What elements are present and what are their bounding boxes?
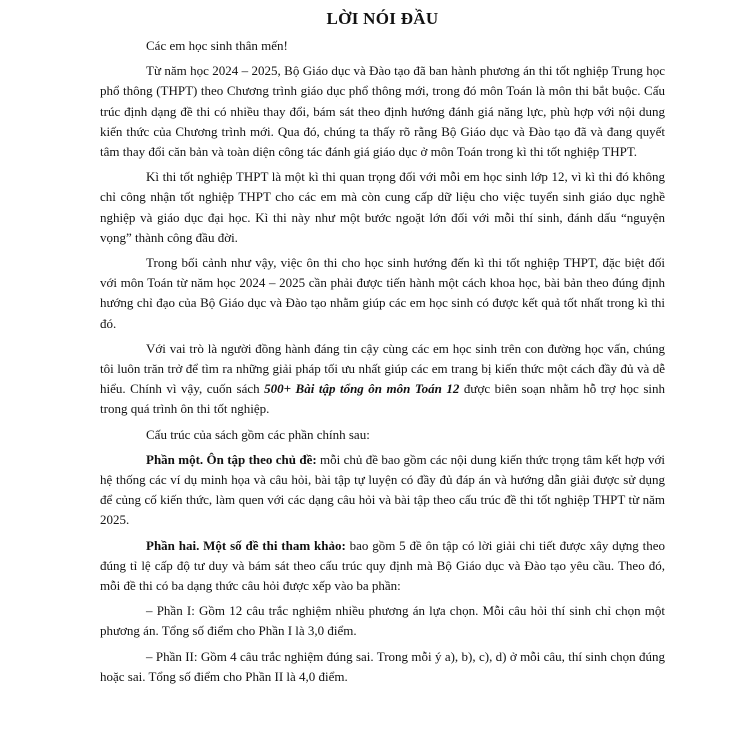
page-title: LỜI NÓI ĐẦU	[326, 9, 439, 28]
paragraph-4	[100, 339, 665, 420]
part-one-heading: Phần một. Ôn tập theo chủ đề:	[146, 451, 317, 467]
book-title: 500+ Bài tập tổng ôn môn Toán 12	[264, 381, 460, 397]
greeting: Các em học sinh thân mến!	[146, 38, 288, 53]
paragraph-5: Cấu trúc của sách gồm các phần chính sau:	[146, 426, 370, 442]
paragraph-3: Trong bối cảnh như vậy, việc ôn thi cho học sinh hướng đến kì thi tốt nghiệp THPT, đặc biệt đối với môn Toán từ năm học 2024 – 2025 cần phải được tiến hành một cách khoa học, bài bản theo đúng định hướng chỉ đạo của Bộ Giáo dục và Đào tạo nhằm giúp các em học sinh có được kết quả tốt nhất trong kì thi đó.	[100, 255, 665, 331]
paragraph-2: Kì thi tốt nghiệp THPT là một kì thi quan trọng đối với mỗi em học sinh lớp 12, vì kì thi đó không chỉ công nhận tốt nghiệp THPT cho các em mà còn cung cấp dữ liệu cho việc tuyển sinh giáo dục nghề nghiệp và giáo dục đại học. Kì thi này như một bước ngoặt lớn đối với mỗi thí sinh, đánh dấu “nguyện vọng” thành công đầu đời.	[100, 169, 665, 245]
paragraph-4-text-start: Với vai trò là người đồng hành đáng tin cậy cùng các em học sinh trên con đường học vấn, chúng tôi luôn trăn trở để tìm ra những giải pháp tối ưu nhất giúp các em trang bị kiến thức một cách đầy đủ và dễ hiểu. Chính vì vậy, cuốn sách	[100, 340, 665, 397]
paragraph-1: Từ năm học 2024 – 2025, Bộ Giáo dục và Đào tạo đã ban hành phương án thi tốt nghiệp Trung học phổ thông (THPT) theo Chương trình giáo dục phổ thông mới, trong đó môn Toán là môn thi bắt buộc. Cấu trúc định dạng đề thi có nhiều thay đổi, bám sát theo định hướng đánh giá năng lực, phù hợp với nội dung kiến thức của Chương trình mới. Qua đó, chúng ta thấy rõ rằng Bộ Giáo dục và Đào tạo đã và đang quyết tâm thay đổi căn bản và toàn diện công tác đánh giá giáo dục ở môn Toán trong kì thi tốt nghiệp THPT.	[100, 63, 665, 160]
part-one-text: mỗi chủ đề bao gồm các nội dung kiến thức trọng tâm kết hợp với hệ thống các ví dụ minh họa và câu hỏi, bài tập tự luyện có đầy đủ đáp án và hướng dẫn giải được sử dụng để củng cố kiến thức, làm quen với các dạng câu hỏi và bài tập theo cấu trúc đề thi tốt nghiệp THPT từ năm 2025.	[100, 451, 665, 528]
paragraph-4-text-end: được biên soạn nhằm hỗ trợ học sinh trong quá trình ôn thi tốt nghiệp.	[100, 381, 665, 417]
list-item: – Phần I: Gồm 12 câu trắc nghiệm nhiều phương án lựa chọn. Mỗi câu hỏi thí sinh chỉ chọn một phương án. Tổng số điểm cho Phần I là 3,0 điểm.	[100, 603, 665, 639]
part-two-paragraph	[100, 536, 665, 597]
part-one-paragraph	[100, 450, 665, 531]
part-two-text: bao gồm 5 đề ôn tập có lời giải chi tiết được xây dựng theo đúng tỉ lệ cấp độ tư duy và bám sát theo cấu trúc quy định mà Bộ Giáo dục và Đào tạo yêu cầu. Theo đó, mỗi đề thi có ba dạng thức câu hỏi được xếp vào ba phần:	[100, 537, 665, 594]
list-item: – Phần II: Gồm 4 câu trắc nghiệm đúng sai. Trong mỗi ý a), b), c), d) ở mỗi câu, thí sinh chọn đúng hoặc sai. Tổng số điểm cho Phần II là 4,0 điểm.	[100, 648, 665, 684]
part-two-heading: Phần hai. Một số đề thi tham khảo:	[146, 537, 346, 553]
